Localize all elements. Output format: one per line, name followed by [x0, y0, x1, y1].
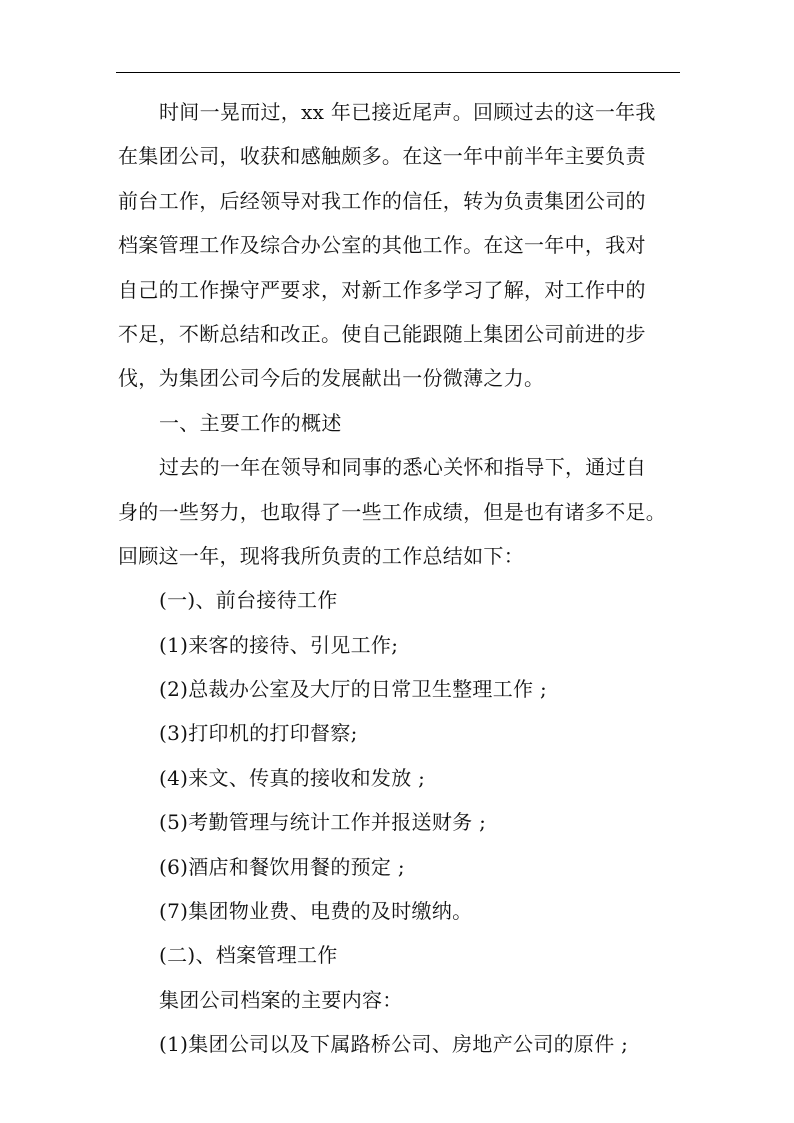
text-line: (3)打印机的打印督察; — [159, 721, 358, 746]
text-line: (1)来客的接待、引见工作; — [159, 632, 399, 657]
text-line: (一)、前台接待工作 — [159, 588, 338, 613]
text-line: 档案管理工作及综合办公室的其他工作。在这一年中，我对 — [118, 233, 646, 258]
text-line: (1)集团公司以及下属路桥公司、房地产公司的原件 ; — [159, 1032, 629, 1057]
text-line: 不足，不断总结和改正。使自己能跟随上集团公司前进的步 — [118, 321, 646, 346]
text-line: 身的一些努力，也取得了一些工作成绩，但是也有诸多不足。 — [118, 499, 667, 524]
header-rule — [116, 72, 680, 73]
text-line: (5)考勤管理与统计工作并报送财务 ; — [159, 810, 487, 835]
text-line: 在集团公司，收获和感触颇多。在这一年中前半年主要负责 — [118, 144, 646, 169]
text-line: (4)来文、传真的接收和发放 ; — [159, 765, 426, 790]
text-line: 过去的一年在领导和同事的悉心关怀和指导下，通过自 — [159, 455, 647, 480]
text-line: 前台工作，后经领导对我工作的信任，转为负责集团公司的 — [118, 188, 646, 213]
text-line: 回顾这一年，现将我所负责的工作总结如下： — [118, 543, 524, 568]
document-body — [118, 90, 684, 1067]
text-line: 集团公司档案的主要内容： — [159, 987, 403, 1012]
text-line: (7)集团物业费、电费的及时缴纳。 — [159, 899, 473, 924]
text-line: 伐，为集团公司今后的发展献出一份微薄之力。 — [118, 366, 545, 391]
text-line: (二)、档案管理工作 — [159, 943, 338, 968]
text-line: (2)总裁办公室及大厅的日常卫生整理工作 ; — [159, 677, 548, 702]
text-line: 自己的工作操守严要求，对新工作多学习了解，对工作中的 — [118, 277, 646, 302]
text-line: 一、主要工作的概述 — [159, 410, 342, 435]
text-line: 时间一晃而过，xx 年已接近尾声。回顾过去的这一年我 — [159, 100, 656, 124]
text-line: (6)酒店和餐饮用餐的预定 ; — [159, 854, 405, 879]
